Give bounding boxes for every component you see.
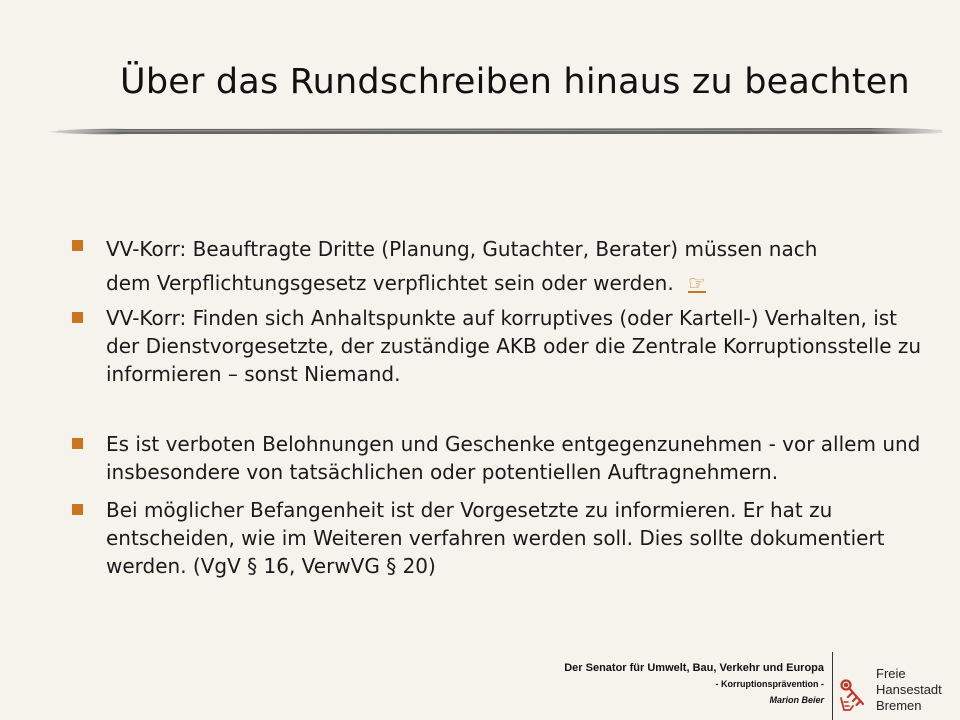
bullet-list: [72, 232, 932, 580]
pointing-hand-icon[interactable]: ☞: [688, 271, 706, 295]
bullet-text: VV-Korr: Finden sich Anhaltspunkte auf korruptives (oder Kartell-) Verhalten, ist der Dienstvorgesetzte, der zuständige AKB oder die Zentrale Korruptionsstelle zu informieren – sonst Niemand.: [106, 306, 922, 386]
footer-author: Marion Beier: [769, 695, 824, 705]
bullet-item: [72, 496, 932, 580]
bullet-text: dem Verpflichtungsgesetz verpflichtet sein oder werden.: [106, 271, 674, 295]
square-bullet-icon: [72, 312, 83, 323]
square-bullet-icon: [72, 438, 83, 449]
square-bullet-icon: [72, 504, 83, 515]
bullet-text: Es ist verboten Belohnungen und Geschenke entgegenzunehmen - vor allem und insbesondere von tatsächlichen oder potentiellen Auftragnehmern.: [106, 432, 921, 484]
title-divider: [48, 126, 942, 136]
bullet-item: [72, 232, 932, 300]
bremen-key-crest-icon: [836, 676, 868, 716]
slide-title: Über das Rundschreiben hinaus zu beachten: [120, 62, 910, 102]
bullet-item: [72, 304, 932, 388]
city-line: Bremen: [876, 698, 922, 713]
footer-subtitle: - Korruptionsprävention -: [715, 679, 824, 689]
footer-department: Der Senator für Umwelt, Bau, Verkehr und Europa: [564, 662, 824, 674]
city-line: Freie: [876, 666, 906, 681]
bullet-text: VV-Korr: Beauftragte Dritte (Planung, Gutachter, Berater) müssen nach: [106, 237, 818, 261]
city-line: Hansestadt: [876, 682, 942, 697]
footer-divider: [832, 652, 833, 720]
bullet-item: [72, 430, 932, 486]
bullet-text: Bei möglicher Befangenheit ist der Vorgesetzte zu informieren. Er hat zu entscheiden, wie im Weiteren verfahren werden soll. Dies sollte dokumentiert werden. (VgV § 16, VerwVG § 20): [106, 498, 885, 578]
footer-credits: [564, 661, 824, 706]
footer-city: [876, 666, 942, 714]
square-bullet-icon: [72, 240, 83, 251]
